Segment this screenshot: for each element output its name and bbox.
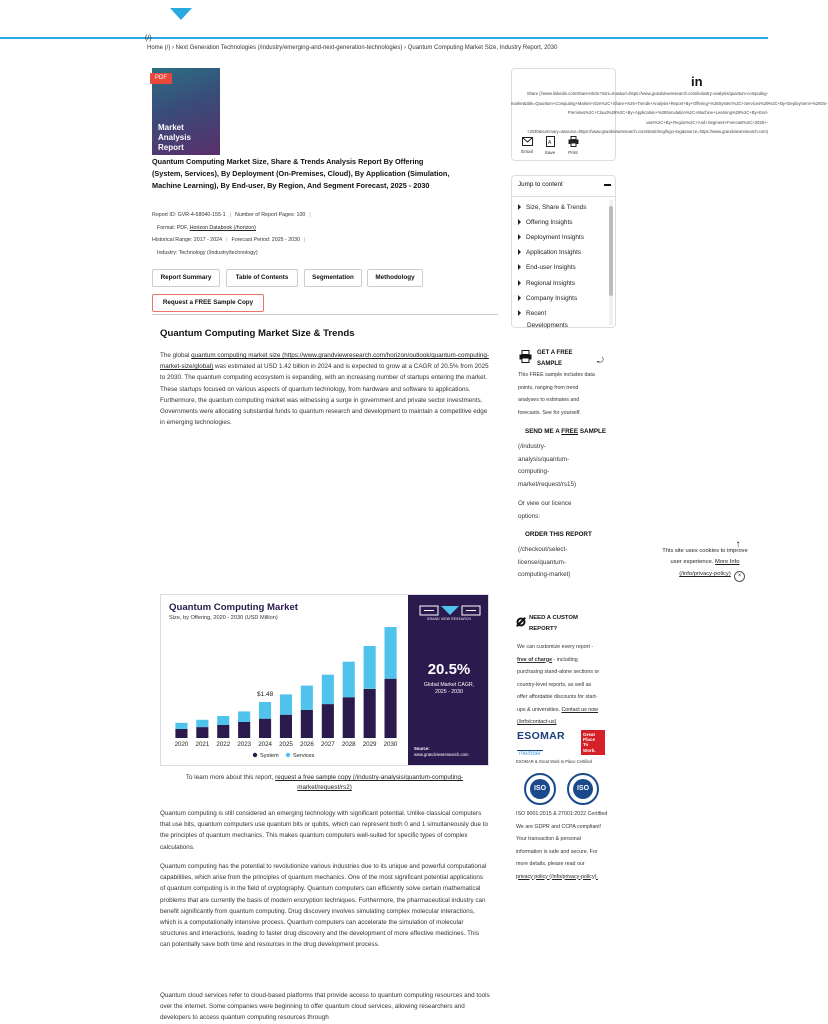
privacy-policy-link[interactable]: privacy policy (/info/privacy-policy). xyxy=(516,873,598,880)
esomar-logo: ESOMAR member xyxy=(517,730,565,757)
collapse-icon[interactable] xyxy=(604,184,611,186)
legend-label-system: System xyxy=(260,753,279,760)
free-sample-title: GET A FREE SAMPLE xyxy=(537,350,573,367)
paragraph-3: Quantum computing has the potential to revolutionize various industries due to its unique and powerful computational capabilities, which arise from the principles of quantum mechanics. One of the most significant potential applications of quantum computing is in the field of cryptography. Quantum computers can efficiently solve certain mathematical problems that are currently the basis of modern encryption techniques. Furthermore, the pharmaceutical industry can benefit significantly from quantum computing. Drug discovery involves simulating complex molecular interactions, which is a computationally intensive process. Quantum computers can accelerate the simulation of molecular structures and interactions, leading to faster drug discovery and the development of more effective medicines. This can potentially save both time and resources in the drug development process. xyxy=(160,863,487,949)
cagr-label: Global Market CAGR, 2025 - 2030 xyxy=(423,682,475,695)
tab-divider xyxy=(152,314,498,315)
menu-toggle-icon[interactable] xyxy=(170,8,192,20)
chart-title: Quantum Computing Market xyxy=(169,602,298,613)
send-sample-button[interactable]: SEND ME A FREE SAMPLE xyxy=(525,428,607,435)
order-report-link[interactable]: (/checkout/select- license/quantum- computing-market) xyxy=(518,546,571,578)
x-tick-label: 2026 xyxy=(300,741,314,748)
toc-item-continued[interactable]: Developments xyxy=(527,322,568,329)
report-meta-row-1: Report ID: GVR-4-68040-155-1 | Number of Report Pages: 100 | xyxy=(152,212,311,218)
scroll-to-top-icon[interactable]: ↑ xyxy=(735,539,741,550)
contact-us-link[interactable]: Contact us now xyxy=(561,706,598,713)
bar-services-2030 xyxy=(385,627,397,679)
svg-text:A: A xyxy=(547,140,551,146)
toc-item[interactable]: End-user Insights xyxy=(518,264,576,271)
header-divider xyxy=(0,37,768,39)
bar-services-2027 xyxy=(322,675,334,704)
toc-item[interactable]: Offering Insights xyxy=(518,219,572,226)
linkedin-share-link[interactable]: Share (//www.linkedin.com/shareArticle?mini=true&url=https://www.grandviewresearch.com/industry-analysis/quantum-computing-market&title=Quantum+Computing+Market+Size%2C+Share+%26+Trends+Analysis+Report+By+Offering+%28System%2C+Services%29%2C+By+Deployment+%28On-Premises%2C+Cloud%29%2C+By+Application+%28Simulation%2C+Machine+Learning%29%2C+By+End-user%2C+By+Region%2C+And+Segment+Forecast%2C+2025+-+2030&summary=&source=https://www.grandviewresearch.com/static/img/logo-svg&source=https://www.grandviewresearch.com) xyxy=(511,91,828,135)
bar-services-2024 xyxy=(259,702,271,719)
x-tick-label: 2028 xyxy=(341,741,356,748)
section-title: Quantum Computing Market Size & Trends xyxy=(160,328,355,339)
toc-item[interactable]: Recent xyxy=(518,310,546,317)
cover-title: Market Analysis Report xyxy=(158,123,191,152)
bar-services-2028 xyxy=(343,662,355,698)
linkedin-icon[interactable] xyxy=(689,73,705,89)
report-pages: Number of Report Pages: 100 xyxy=(235,212,306,218)
iso-badge-27001: ISO xyxy=(567,773,599,805)
horizon-databook-link[interactable]: Horizon Databook (/horizon) xyxy=(189,225,256,231)
toc-item[interactable]: Size, Share & Trends xyxy=(518,204,586,211)
x-tick-label: 2024 xyxy=(258,741,272,748)
iso-badge-9001: ISO xyxy=(524,773,556,805)
custom-report-desc: We can customize every report - free of charge - including purchasing stand-alone sections or country-level reports, as well as offer affordable discounts for start- ups & universities. Contact us now (/info/contact-us) xyxy=(517,641,617,729)
toc-item[interactable]: Regional Insights xyxy=(518,280,575,287)
x-tick-label: 2029 xyxy=(362,741,377,748)
cursor-icon: ⤾ xyxy=(597,356,604,365)
tab-segmentation[interactable]: Segmentation xyxy=(304,269,362,287)
market-size-link[interactable]: quantum computing market size (https://www.grandviewresearch.com/horizon/outlook/quantum-computing-market-size/global) xyxy=(160,352,489,371)
toc-item[interactable]: Company Insights xyxy=(518,295,577,302)
annotation-label: $1.48 xyxy=(256,691,274,698)
bar-services-2020 xyxy=(175,723,187,729)
report-title: Quantum Computing Market Size, Share & Trends Analysis Report By Offering (System, Services), By Deployment (On-Premises, Cloud), By Application (Simulation, Machine Learning), By End-user, By Region, And Segment Forecast, 2025 - 2030 xyxy=(152,157,450,190)
pdf-badge: PDF xyxy=(150,73,172,84)
historical-range: Historical Range: 2017 - 2024 xyxy=(152,237,223,243)
toc-item[interactable]: Application Insights xyxy=(518,249,581,256)
x-tick-label: 2027 xyxy=(320,741,335,748)
contact-us-path[interactable]: (/info/contact-us) xyxy=(517,719,557,725)
x-tick-label: 2020 xyxy=(174,741,189,748)
x-tick-label: 2030 xyxy=(383,741,398,748)
tab-request-sample[interactable]: Request a FREE Sample Copy xyxy=(152,294,264,312)
cookie-policy-link[interactable]: (/info/privacy-policy) xyxy=(679,570,731,577)
bar-chart xyxy=(165,620,405,762)
bar-system-2026 xyxy=(301,710,313,738)
report-id: Report ID: GVR-4-68040-155-1 xyxy=(152,212,226,218)
printer-icon xyxy=(519,350,532,363)
home-link[interactable]: (/) xyxy=(145,35,152,42)
tab-methodology[interactable]: Methodology xyxy=(367,269,423,287)
breadcrumb[interactable]: Home (/) › Next Generation Technologies (/industry/emerging-and-next-generation-technologies) › Quantum Computing Market Size, Industry Report, 2030 xyxy=(147,45,558,51)
gptw-badge: Great Place To Work. xyxy=(581,730,605,755)
cookie-notice: This site uses cookies to improve user experience. More Info (/info/privacy-policy) xyxy=(662,548,748,577)
cookie-more-info-link[interactable]: More Info xyxy=(714,559,740,566)
toc-scroll-thumb[interactable] xyxy=(609,206,613,296)
bar-system-2025 xyxy=(280,715,292,738)
chart-source: Source: www.grandviewresearch.com xyxy=(414,746,469,757)
cookie-close-button[interactable]: × xyxy=(734,571,745,582)
x-tick-label: 2023 xyxy=(237,741,252,748)
bar-services-2025 xyxy=(280,694,292,714)
svg-text:in: in xyxy=(691,74,703,89)
report-meta-row-2: Format: PDF, Horizon Databook (/horizon) xyxy=(157,225,256,231)
legend-label-services: Services xyxy=(293,753,315,760)
certified-text: ESOMAR & Great Work to Place Certified xyxy=(516,759,592,764)
save-button[interactable]: A Save xyxy=(539,136,561,155)
bar-system-2028 xyxy=(343,697,355,738)
chart-caption: To learn more about this report, request a free sample copy (/industry-analysis/quantum-computing-market/request/rs2) xyxy=(185,774,464,791)
chart-subtitle: Size, by Offering, 2020 - 2030 (USD Million) xyxy=(169,615,278,621)
free-sample-desc: This FREE sample includes data points, ranging from trend analyses to estimates and forecasts. See for yourself. xyxy=(518,372,595,416)
report-meta-row-3: Historical Range: 2017 - 2024 | Forecast Period: 2025 - 2030 | xyxy=(152,237,306,243)
compliance-text: ISO 9001:2015 & 27001:2022 Certified We are GDPR and CCPA compliant! Your transaction & personal information is safe and secure. For more details, please read our privacy policy (/info/privacy-policy). xyxy=(516,808,626,883)
gvr-brand-text: GRAND VIEW RESEARCH xyxy=(426,617,472,621)
bar-system-2021 xyxy=(196,727,208,738)
order-report-button[interactable]: ORDER THIS REPORT xyxy=(525,531,592,538)
forecast-period: Forecast Period: 2025 - 2030 xyxy=(231,237,301,243)
print-button[interactable]: Print xyxy=(562,136,584,155)
bar-services-2021 xyxy=(196,720,208,727)
send-sample-link[interactable]: (/industry- analysis/quantum- computing- market/request/rs15) xyxy=(518,443,577,488)
paragraph-4: Quantum cloud services refer to cloud-based platforms that provide access to quantum computing resources and tools over the internet. Some companies were beginning to offer quantum cloud services, allowing researchers and developers to access quantum computing resources through xyxy=(160,992,490,1022)
x-tick-label: 2022 xyxy=(216,741,231,748)
licence-text: Or view our licence options: xyxy=(518,500,572,520)
paragraph-2: Quantum computing is still considered an emerging technology with significant potential. Unlike classical computers that use bits, quantum computers use quantum bits or qubits, which can represent both 0 and 1 simultaneously due to the principles of quantum mechanics. This makes quantum computers well-suited for specific types of complex calculations. xyxy=(160,810,488,851)
bar-services-2029 xyxy=(364,646,376,689)
cagr-value: 20.5% xyxy=(427,661,471,678)
print-icon xyxy=(568,136,579,147)
custom-report-title: NEED A CUSTOM REPORT? xyxy=(529,615,578,632)
pdf-icon xyxy=(546,136,555,147)
sample-copy-link[interactable]: request a free sample copy (/industry-analysis/quantum-computing-market/request/rs2) xyxy=(275,774,464,791)
tab-table-of-contents[interactable]: Table of Contents xyxy=(226,269,298,287)
industry-link[interactable]: Industry: Technology (/industry/technology) xyxy=(157,250,258,256)
legend-marker-system xyxy=(253,753,257,757)
email-button[interactable]: Email xyxy=(516,137,538,154)
email-icon xyxy=(522,137,533,146)
wrench-icon xyxy=(515,616,527,628)
tab-report-summary[interactable]: Report Summary xyxy=(152,269,220,287)
bar-services-2022 xyxy=(217,716,229,725)
bar-system-2024 xyxy=(259,719,271,738)
legend-marker-services xyxy=(286,753,290,757)
x-tick-label: 2025 xyxy=(279,741,293,748)
toc-item[interactable]: Deployment Insights xyxy=(518,234,584,241)
bar-system-2023 xyxy=(238,722,250,738)
bar-system-2030 xyxy=(385,679,397,738)
bar-services-2023 xyxy=(238,711,250,722)
bar-system-2027 xyxy=(322,704,334,738)
intro-paragraph: The global quantum computing market size (https://www.grandviewresearch.com/horizon/outlook/quantum-computing-market-size/global) was estimated at USD 1.42 billion in 2024 and is expected to grow at a CAGR of 20.5% from 2025 to 2030. The quantum computing ecosystem is expanding, with an increasing number of startups entering the market. These startups focused on various aspects of quantum technology, from hardware and software to applications. Furthermore, the quantum computing market was witnessing a surge in government and private sector investments. Governments were allocating substantial funds to quantum research and development to maintain a competitive edge in emerging technologies. xyxy=(160,352,489,427)
bar-system-2029 xyxy=(364,689,376,738)
bar-services-2026 xyxy=(301,686,313,710)
x-tick-label: 2021 xyxy=(195,741,210,748)
toc-label: Jump to content xyxy=(518,181,563,188)
bar-system-2022 xyxy=(217,725,229,738)
bar-system-2020 xyxy=(175,729,187,738)
